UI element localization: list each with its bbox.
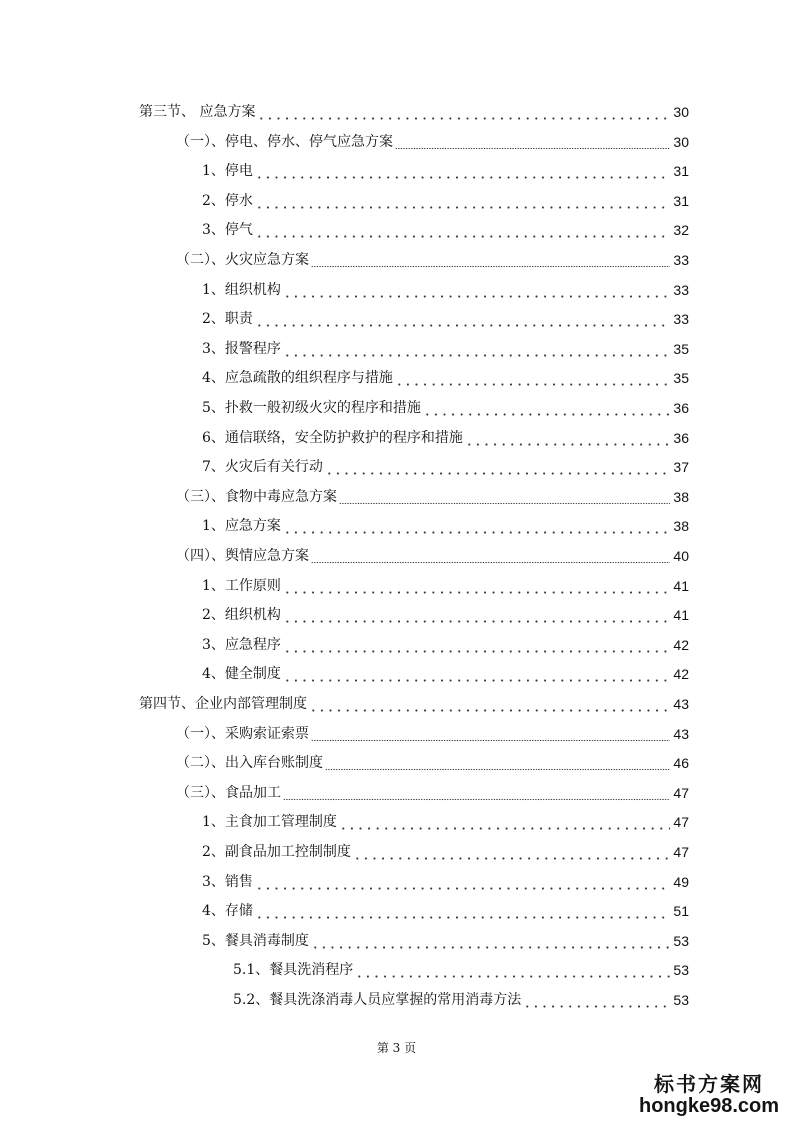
toc-entry-page-number: 35 [673,341,689,357]
toc-entry-page-number: 42 [673,666,689,682]
toc-entry-page-number: 37 [673,459,689,475]
watermark-logo [639,1068,779,1118]
toc-entry-label: 2、副食品加工控制制度 [202,844,351,860]
toc-entry-page-number: 47 [673,785,689,801]
toc-dot-leader [255,191,671,211]
toc-entry-label: （四）、舆情应急方案 [176,548,309,564]
toc-dot-leader [283,635,671,655]
toc-entry-page-number: 33 [673,311,689,327]
watermark-url: hongke98.com [639,1095,780,1117]
toc-entry-label: 1、组织机构 [202,282,281,298]
toc-entry[interactable] [176,546,689,566]
toc-dot-leader [255,309,671,329]
toc-dot-leader [353,842,671,862]
toc-dot-leader [311,546,670,566]
toc-entry[interactable] [202,457,689,477]
toc-entry[interactable] [202,280,689,300]
toc-entry[interactable] [202,161,689,181]
toc-entry[interactable] [202,812,689,832]
watermark-name: 标书方案网 [654,1072,764,1096]
toc-entry-page-number: 53 [673,962,689,978]
toc-entry[interactable] [233,960,689,980]
toc-entry-label: 3、销售 [202,874,253,890]
toc-entry-page-number: 33 [673,282,689,298]
toc-entry-page-number: 30 [673,104,689,120]
toc-entry-label: 5.2、餐具洗涤消毒人员应掌握的常用消毒方法 [233,992,522,1008]
toc-dot-leader [395,132,670,152]
toc-entry-label: 5、扑救一般初级火灾的程序和措施 [202,400,421,416]
toc-dot-leader [465,428,671,448]
toc-entry-label: 第四节、企业内部管理制度 [139,696,307,712]
page-footer: 第 3 页 [376,1041,417,1055]
toc-entry-label: 第三节、 应急方案 [139,104,256,120]
toc-entry-page-number: 36 [673,400,689,416]
toc-entry[interactable] [233,990,689,1010]
toc-entry[interactable] [202,901,689,921]
toc-dot-leader [339,487,670,507]
toc-dot-leader [309,694,670,714]
toc-dot-leader [325,457,671,477]
toc-entry-label: 6、通信联络，安全防护救护的程序和措施 [202,430,463,446]
toc-entry-label: 1、主食加工管理制度 [202,814,337,830]
toc-entry-page-number: 41 [673,578,689,594]
toc-entry-page-number: 31 [673,193,689,209]
toc-dot-leader [255,220,671,240]
toc-entry-page-number: 30 [673,134,689,150]
toc-entry[interactable] [176,783,689,803]
toc-entry[interactable] [202,368,689,388]
toc-entry[interactable] [202,516,689,536]
toc-entry-label: （三）、食物中毒应急方案 [176,489,337,505]
toc-entry-label: （一）、采购索证索票 [176,726,309,742]
toc-dot-leader [339,812,671,832]
toc-entry-label: 4、健全制度 [202,666,281,682]
toc-entry[interactable] [139,694,689,714]
toc-entry-page-number: 43 [673,696,689,712]
toc-dot-leader [283,339,671,359]
toc-entry-page-number: 40 [673,548,689,564]
toc-entry[interactable] [176,487,689,507]
toc-dot-leader [311,724,670,744]
toc-dot-leader [395,368,671,388]
toc-dot-leader [283,664,671,684]
toc-entry-label: 2、职责 [202,311,253,327]
toc-dot-leader [523,990,670,1010]
toc-entry[interactable] [202,309,689,329]
toc-entry-page-number: 47 [673,814,689,830]
toc-entry-label: 4、应急疏散的组织程序与措施 [202,370,393,386]
toc-entry-label: （二）、火灾应急方案 [176,252,309,268]
toc-entry-label: 1、停电 [202,163,253,179]
toc-entry[interactable] [202,428,689,448]
toc-entry-page-number: 49 [673,874,689,890]
toc-entry[interactable] [202,220,689,240]
toc-dot-leader [255,161,671,181]
toc-entry[interactable] [202,664,689,684]
toc-entry-label: （三）、食品加工 [176,785,281,801]
toc-entry[interactable] [176,724,689,744]
toc-entry[interactable] [202,872,689,892]
toc-entry-label: 3、停气 [202,222,253,238]
toc-entry-page-number: 35 [673,370,689,386]
toc-entry-page-number: 38 [673,489,689,505]
toc-entry[interactable] [176,250,689,270]
toc-entry-page-number: 41 [673,607,689,623]
toc-entry-label: 7、火灾后有关行动 [202,459,323,475]
toc-entry-page-number: 43 [673,726,689,742]
toc-entry[interactable] [202,605,689,625]
toc-entry[interactable] [139,102,689,122]
toc-entry-page-number: 51 [673,903,689,919]
toc-entry[interactable] [202,398,689,418]
toc-entry-page-number: 53 [673,933,689,949]
toc-dot-leader [311,931,671,951]
toc-entry-label: 3、应急程序 [202,637,281,653]
toc-entry-page-number: 47 [673,844,689,860]
toc-entry-label: 2、停水 [202,193,253,209]
toc-dot-leader [283,576,671,596]
toc-entry-label: 5.1、餐具洗消程序 [233,962,354,978]
toc-entry-label: 3、报警程序 [202,341,281,357]
toc-dot-leader [257,102,670,122]
toc-dot-leader [423,398,671,418]
toc-dot-leader [255,901,671,921]
toc-entry-label: 1、工作原则 [202,578,281,594]
toc-entry-page-number: 32 [673,222,689,238]
toc-entry-page-number: 53 [673,992,689,1008]
toc-entry[interactable] [202,931,689,951]
toc-entry-page-number: 36 [673,430,689,446]
toc-entry[interactable] [176,753,689,773]
toc-dot-leader [355,960,670,980]
toc-dot-leader [283,783,670,803]
toc-entry-page-number: 46 [673,755,689,771]
toc-entry-label: （一）、停电、停水、停气应急方案 [176,134,393,150]
toc-entry[interactable] [202,842,689,862]
toc-entry-label: 2、组织机构 [202,607,281,623]
toc-entry-label: 4、存储 [202,903,253,919]
toc-entry[interactable] [202,339,689,359]
toc-entry-page-number: 38 [673,518,689,534]
toc-entry-page-number: 31 [673,163,689,179]
toc-dot-leader [283,280,671,300]
toc-entry[interactable] [202,635,689,655]
toc-entry-label: 5、餐具消毒制度 [202,933,309,949]
toc-entry-page-number: 33 [673,252,689,268]
toc-dot-leader [283,605,671,625]
toc-entry-label: 1、应急方案 [202,518,281,534]
toc-dot-leader [255,872,671,892]
toc-dot-leader [325,753,670,773]
toc-dot-leader [311,250,670,270]
toc-entry[interactable] [202,576,689,596]
toc-entry-label: （二）、出入库台账制度 [176,755,323,771]
toc-entry[interactable] [176,132,689,152]
toc-entry[interactable] [202,191,689,211]
toc-dot-leader [283,516,671,536]
toc-entry-page-number: 42 [673,637,689,653]
